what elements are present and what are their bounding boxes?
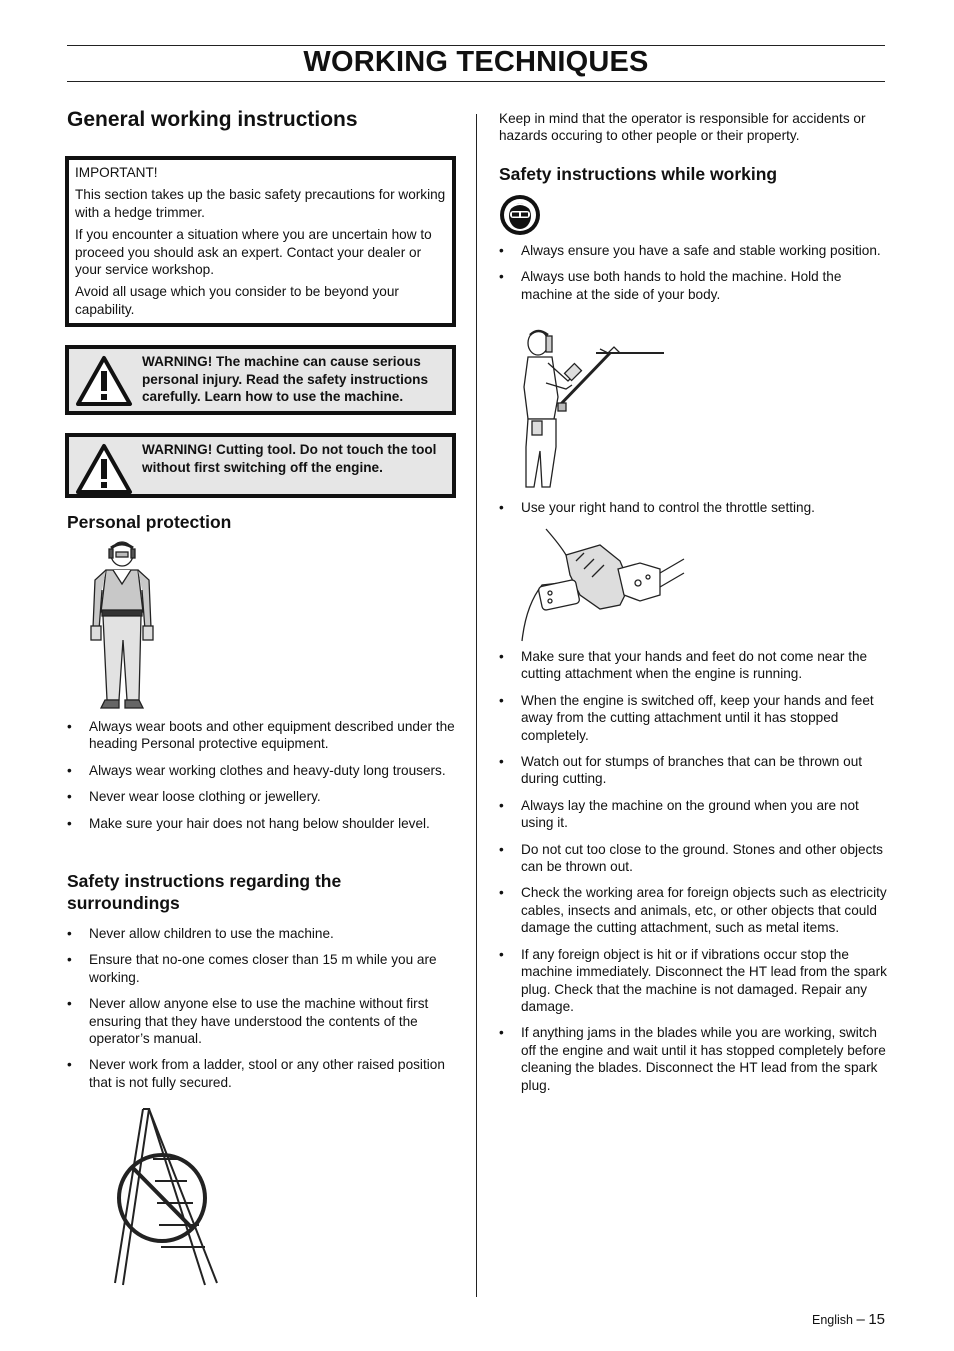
list-item: • Always wear working clothes and heavy-duty long trousers. — [67, 762, 459, 779]
working-list-b — [499, 499, 889, 516]
list-item: • Always ensure you have a safe and stable working position. — [499, 242, 889, 259]
personal-protection-list — [67, 718, 459, 832]
working-list-a — [499, 242, 889, 303]
no-ladder-illustration — [105, 1105, 223, 1290]
list-item: • Never work from a ladder, stool or any other raised position that is not fully secured. — [67, 1056, 459, 1091]
operator-responsibility-text: Keep in mind that the operator is responsible for accidents or hazards occuring to other people or their property. — [499, 111, 866, 144]
footer-language: English — [812, 1313, 853, 1327]
warning-triangle-icon — [75, 442, 133, 496]
list-item: • Make sure that your hands and feet do not come near the cutting attachment when the engine is running. — [499, 648, 889, 683]
important-label: IMPORTANT! — [75, 165, 158, 180]
important-text-3: Avoid all usage which you consider to be beyond your capability. — [75, 284, 399, 317]
important-text-1: This section takes up the basic safety precautions for working with a hedge trimmer. — [75, 187, 446, 220]
list-item: • Always lay the machine on the ground when you are not using it. — [499, 797, 889, 832]
column-divider — [476, 114, 477, 1297]
important-box — [65, 156, 456, 327]
list-item: • Always use both hands to hold the machine. Hold the machine at the side of your body. — [499, 268, 889, 303]
warning-triangle-icon — [75, 354, 133, 408]
working-list-c — [499, 648, 889, 1094]
list-item: • Never allow anyone else to use the machine without first ensuring that they have understood the contents of the operator’s manual. — [67, 995, 459, 1047]
warning-text-2: WARNING! Cutting tool. Do not touch the tool without first switching off the engine. — [142, 442, 437, 475]
list-item: • Always wear boots and other equipment described under the heading Personal protective equipment. — [67, 718, 459, 753]
page-footer — [812, 1311, 885, 1328]
list-item: • Make sure your hair does not hang below shoulder level. — [67, 815, 459, 832]
list-item: • Never wear loose clothing or jewellery. — [67, 788, 459, 805]
section-heading-general: General working instructions — [67, 108, 358, 131]
warning-box-cutting-tool — [65, 433, 456, 498]
list-item: • Check the working area for foreign objects such as electricity cables, insects and animals, etc, or other objects that could damage the cutting attachment, such as metal items. — [499, 884, 889, 936]
list-item: • Do not cut too close to the ground. Stones and other objects can be thrown out. — [499, 841, 889, 876]
protective-clothing-person-illustration — [85, 540, 160, 712]
page-title: WORKING TECHNIQUES — [303, 46, 649, 78]
list-item: • Use your right hand to control the throttle setting. — [499, 499, 889, 516]
list-item: • When the engine is switched off, keep your hands and feet away from the cutting attachment until it has stopped completely. — [499, 692, 889, 744]
important-text-2: If you encounter a situation where you are uncertain how to proceed you should ask an expert. Contact your dealer or your service workshop. — [75, 227, 432, 278]
protective-equipment-icon — [499, 194, 541, 236]
warning-box-serious-injury — [65, 345, 456, 415]
surroundings-list — [67, 925, 459, 1091]
surroundings-heading: Safety instructions regarding the surroundings — [67, 871, 342, 913]
hand-on-throttle-illustration — [520, 525, 685, 643]
list-item: • If any foreign object is hit or if vibrations occur stop the machine immediately. Disconnect the HT lead from the spark plug. Check that the machine is not damaged. Repair any damage. — [499, 946, 889, 1016]
operator-holding-trimmer-illustration — [518, 327, 668, 492]
footer-separator: – — [856, 1311, 865, 1328]
page-number: 15 — [868, 1311, 885, 1328]
title-underline — [67, 81, 885, 82]
warning-text-1: WARNING! The machine can cause serious personal injury. Read the safety instructions carefully. Learn how to use the machine. — [142, 354, 429, 405]
personal-protection-heading: Personal protection — [67, 512, 232, 532]
working-safety-heading: Safety instructions while working — [499, 164, 778, 184]
list-item: • Ensure that no-one comes closer than 15 m while you are working. — [67, 951, 459, 986]
list-item: • If anything jams in the blades while you are working, switch off the engine and wait until it has stopped completely before cleaning the blades. Disconnect the HT lead from the spark plug. — [499, 1024, 889, 1094]
list-item: • Watch out for stumps of branches that can be thrown out during cutting. — [499, 753, 889, 788]
list-item: • Never allow children to use the machine. — [67, 925, 459, 942]
